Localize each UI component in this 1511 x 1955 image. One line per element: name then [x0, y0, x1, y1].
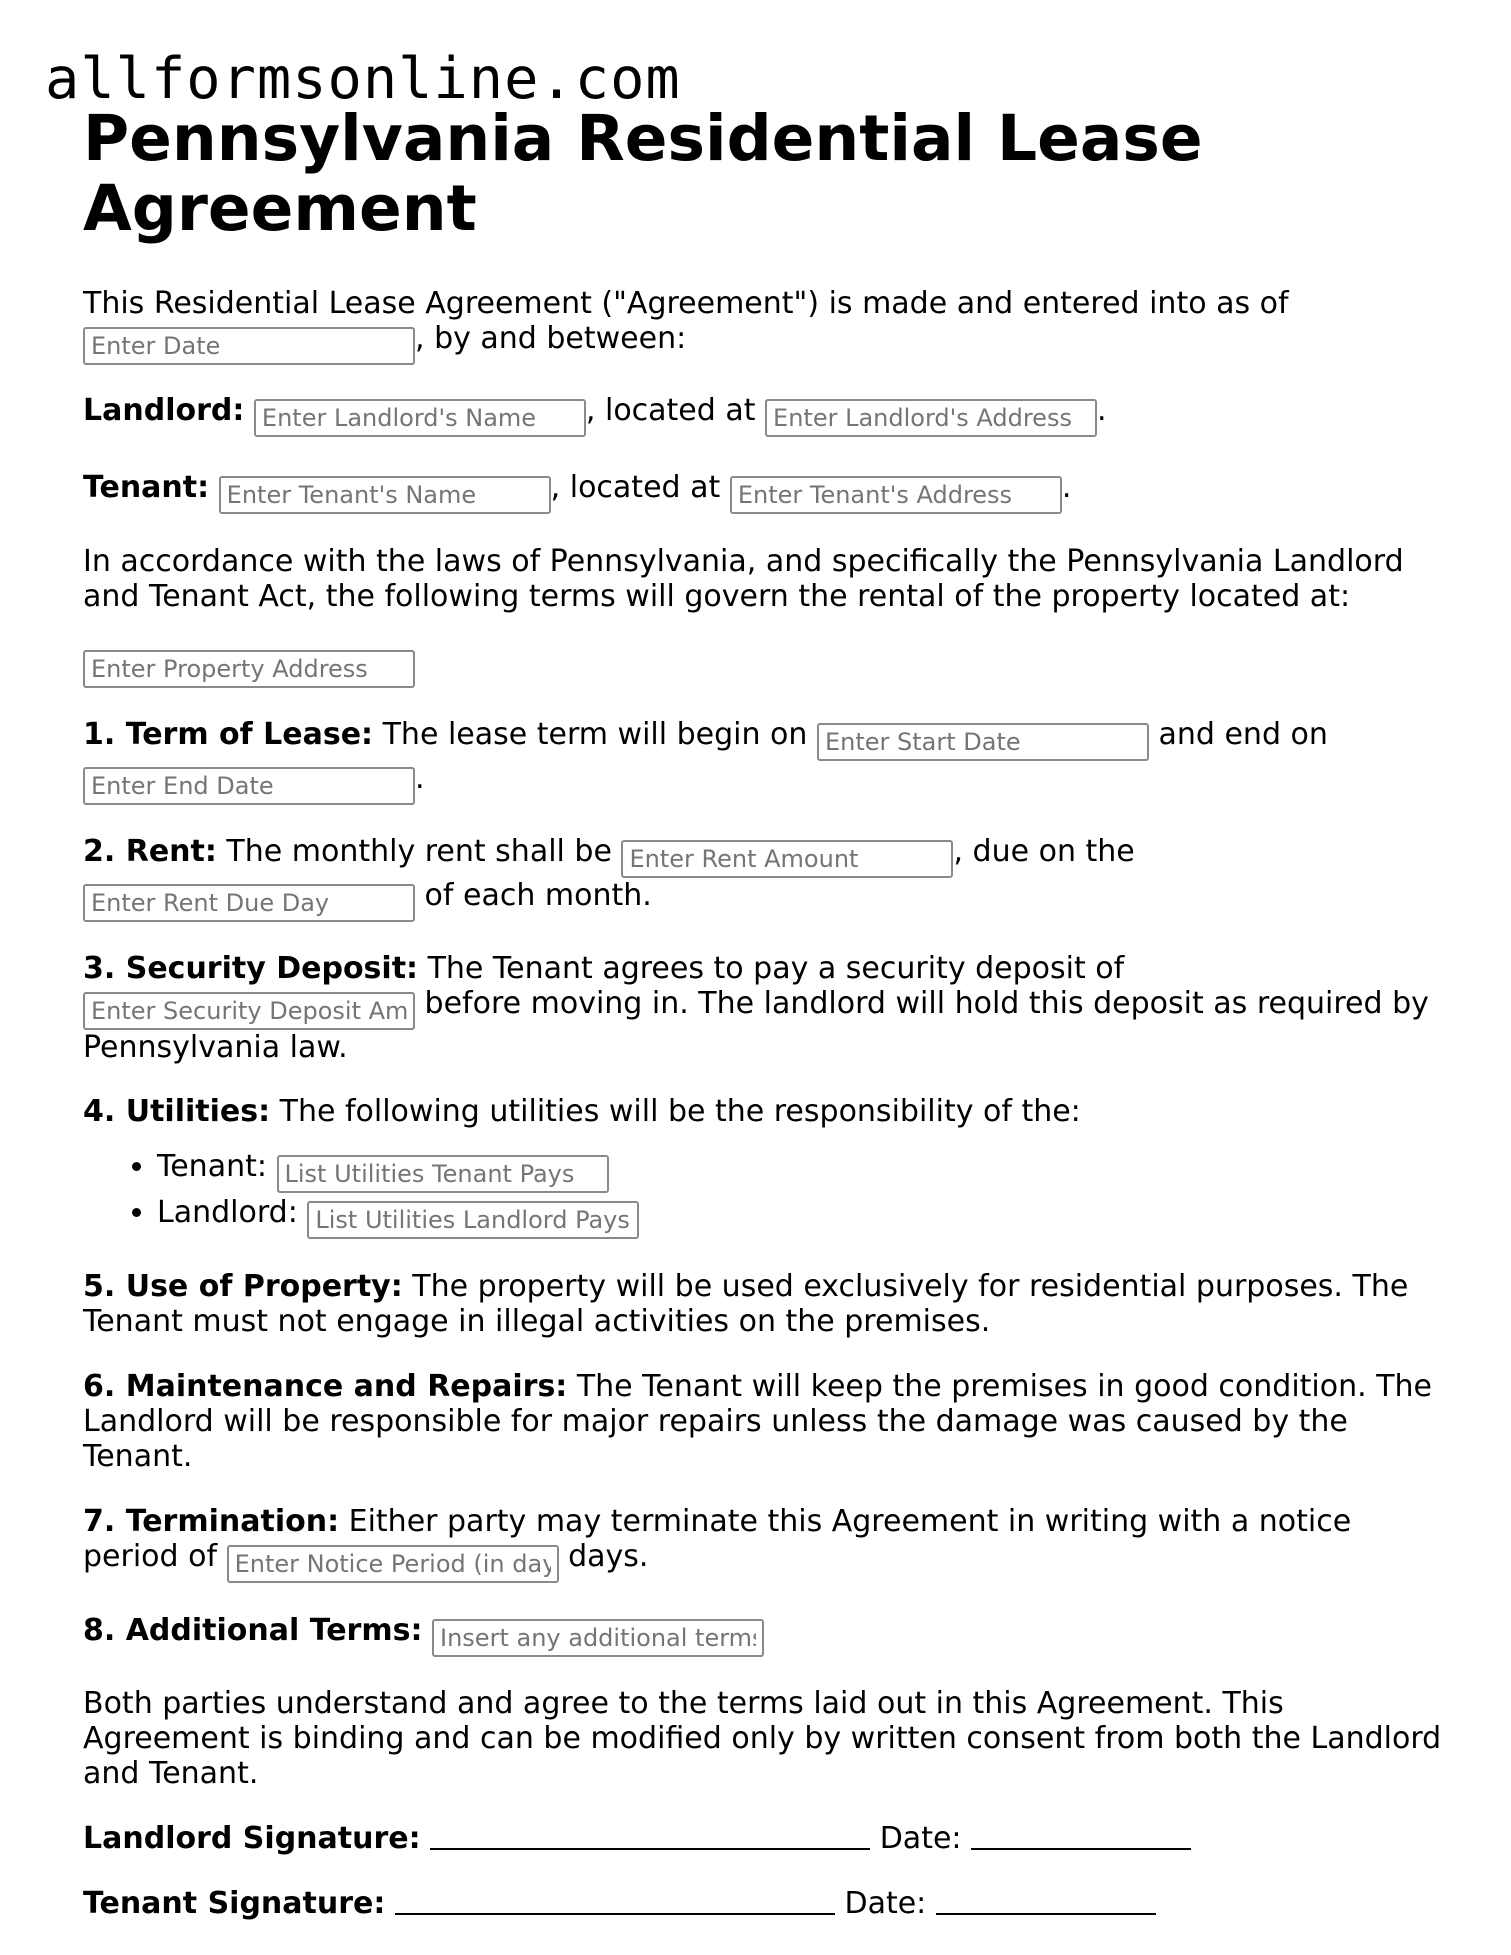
lease-end-date-input[interactable] [83, 767, 415, 805]
list-item [157, 1193, 1443, 1239]
tenant-end: . [1061, 470, 1072, 505]
closing-paragraph: Both parties understand and agree to the terms laid out in this Agreement. This Agreement is binding and can be modified only by written consent from both the Landlord and Tenant. [83, 1686, 1442, 1791]
landlord-name-input[interactable] [254, 399, 586, 437]
intro-paragraph [83, 286, 1443, 365]
rent-text-2: , due on the [953, 834, 1135, 869]
utilities-list [83, 1147, 1443, 1239]
tenant-name-input[interactable] [219, 476, 551, 514]
rent-due-day-input[interactable] [83, 884, 415, 922]
rent-section [83, 834, 1443, 922]
tenant-date-label: Date: [844, 1886, 927, 1921]
property-line [83, 644, 1443, 688]
termination-text-1: Either party may terminate this Agreement in writing with a notice period of [83, 1504, 1352, 1574]
tenant-address-input[interactable] [730, 476, 1062, 514]
termination-text-2: days. [568, 1539, 649, 1574]
term-end: . [415, 761, 425, 796]
landlord-located-at: , located at [585, 393, 756, 428]
term-text-begin: The lease term will begin on [382, 717, 808, 752]
landlord-end: . [1097, 393, 1107, 428]
additional-terms-input[interactable] [432, 1619, 764, 1657]
termination-label: 7. Termination: [83, 1504, 340, 1539]
rent-amount-input[interactable] [621, 840, 953, 878]
utilities-text: The following utilities will be the responsibility of the: [279, 1094, 1081, 1129]
agreement-date-input[interactable] [83, 327, 415, 365]
tenant-utilities-input[interactable] [277, 1155, 609, 1193]
intro-after: , by and between: [415, 321, 687, 356]
deposit-label: 3. Security Deposit: [83, 951, 419, 986]
rent-label: 2. Rent: [83, 834, 217, 869]
utilities-section [83, 1094, 1443, 1129]
termination-section [83, 1504, 1443, 1583]
utilities-tenant-label: Tenant: [157, 1149, 267, 1184]
tenant-located-at: , located at [550, 470, 721, 505]
landlord-date-label: Date: [879, 1821, 962, 1856]
tenant-line [83, 470, 1443, 514]
notice-period-input[interactable] [227, 1545, 559, 1583]
governing-paragraph: In accordance with the laws of Pennsylvania, and specifically the Pennsylvania Landlord and Tenant Act, the following terms will govern the rental of the property located at: [83, 544, 1404, 614]
deposit-section [83, 951, 1443, 1065]
maintenance-label: 6. Maintenance and Repairs: [83, 1369, 568, 1404]
use-text: The property will be used exclusively for residential purposes. The Tenant must not engage in illegal activities on the premises. [83, 1269, 1409, 1339]
landlord-label: Landlord: [83, 393, 245, 428]
property-address-input[interactable] [83, 650, 415, 688]
tenant-signature-line [83, 1886, 1443, 1921]
use-section [83, 1269, 1443, 1339]
landlord-date-field[interactable] [971, 1822, 1191, 1850]
tenant-label: Tenant: [83, 470, 210, 505]
term-label: 1. Term of Lease: [83, 717, 374, 752]
maintenance-text: The Tenant will keep the premises in good condition. The Landlord will be responsible for major repairs unless the damage was caused by the Tenant. [83, 1369, 1432, 1474]
tenant-signature-label: Tenant Signature: [83, 1886, 386, 1921]
lease-document [83, 104, 1443, 1921]
security-deposit-input[interactable] [83, 992, 415, 1030]
term-section [83, 717, 1443, 805]
lease-start-date-input[interactable] [817, 723, 1149, 761]
landlord-line [83, 393, 1443, 437]
deposit-text-1: The Tenant agrees to pay a security deposit of [427, 951, 1125, 986]
additional-terms-label: 8. Additional Terms: [83, 1613, 423, 1648]
tenant-signature-field[interactable] [395, 1887, 835, 1915]
landlord-signature-label: Landlord Signature: [83, 1821, 421, 1856]
rent-text-1: The monthly rent shall be [226, 834, 612, 869]
list-item [157, 1147, 1443, 1193]
landlord-utilities-input[interactable] [307, 1201, 639, 1239]
watermark-site-name: allformsonline.com [45, 46, 681, 112]
additional-terms-section [83, 1613, 1443, 1657]
utilities-label: 4. Utilities: [83, 1094, 271, 1129]
intro-text: This Residential Lease Agreement ("Agreement") is made and entered into as of [83, 286, 1289, 321]
tenant-date-field[interactable] [936, 1887, 1156, 1915]
document-title: Pennsylvania Residential Lease Agreement [83, 102, 1203, 245]
landlord-signature-line [83, 1821, 1443, 1856]
landlord-address-input[interactable] [765, 399, 1097, 437]
deposit-text-2: before moving in. The landlord will hold this deposit as required by Pennsylvania law. [83, 986, 1429, 1065]
term-text-end: and end on [1158, 717, 1328, 752]
use-label: 5. Use of Property: [83, 1269, 403, 1304]
maintenance-section [83, 1369, 1443, 1474]
utilities-landlord-label: Landlord: [157, 1195, 298, 1230]
rent-text-3: of each month. [424, 878, 652, 913]
landlord-signature-field[interactable] [430, 1822, 870, 1850]
